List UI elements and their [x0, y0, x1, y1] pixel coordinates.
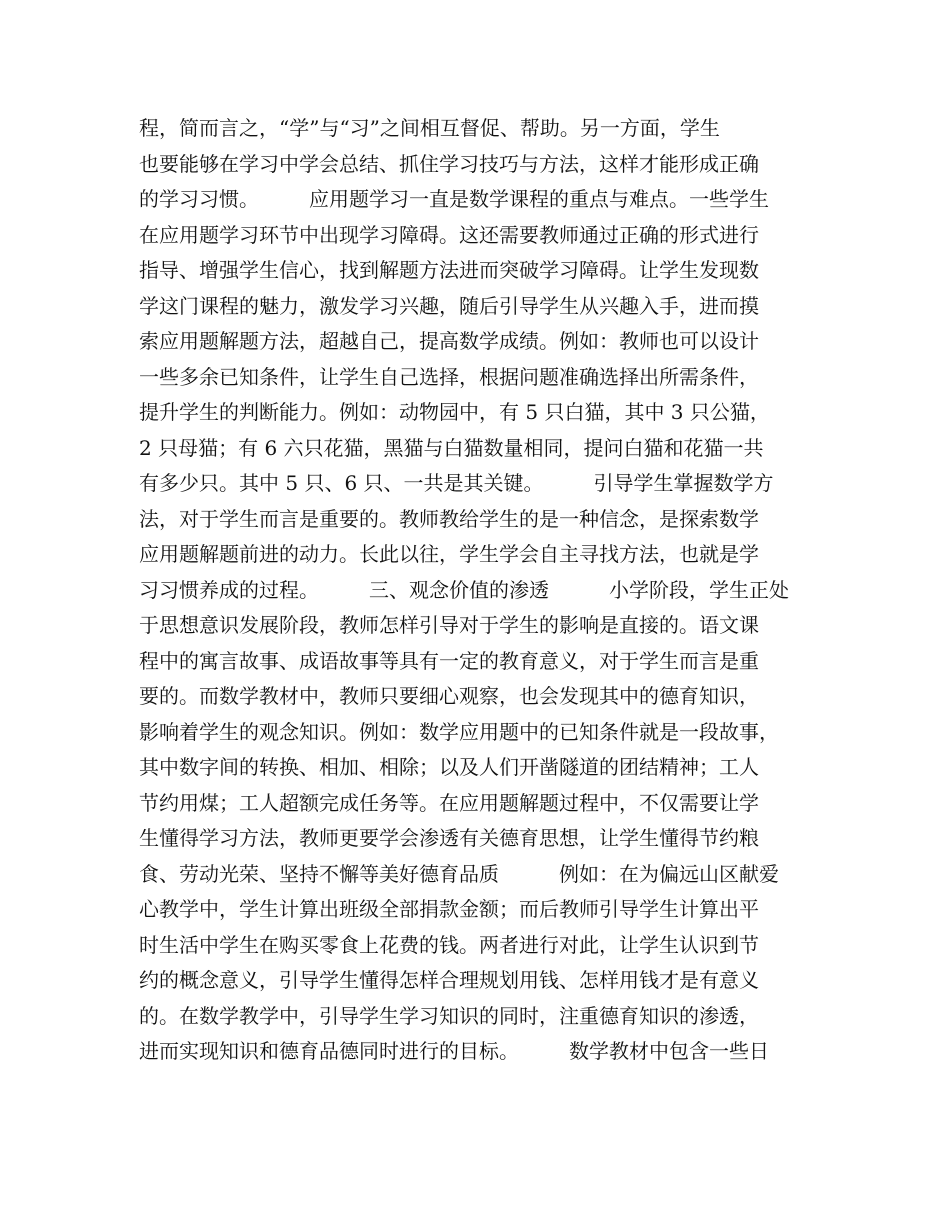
text-line: 索应用题解题方法，超越自己，提高数学成绩。例如：教师也可以设计	[139, 329, 759, 353]
text-line: 的。在数学教学中，引导学生学习知识的同时，注重德育知识的渗透，	[139, 1003, 759, 1028]
text-line: 约的概念意义，引导学生懂得怎样合理规划用钱、怎样用钱才是有意义	[139, 968, 759, 992]
text-line: 一些多余已知条件，让学生自己选择，根据问题准确选择出所需条件，	[139, 364, 759, 389]
text-line: 法，对于学生而言是重要的。教师教给学生的是一种信念，是探索数学	[139, 506, 759, 531]
text-line: 生懂得学习方法，教师更要学会渗透有关德育思想，让学生懂得节约粮	[139, 826, 759, 850]
text-line: 程，简而言之，“学”与“习”之间相互督促、帮助。另一方面，学生	[139, 116, 720, 140]
text-line: 影响着学生的观念知识。例如：数学应用题中的已知条件就是一段故事，	[139, 719, 779, 744]
text-line: 进而实现知识和德育品德同时进行的目标。 数学教材中包含一些日	[139, 1039, 769, 1063]
text-line: 应用题解题前进的动力。长此以往，学生学会自主寻找方法，也就是学	[139, 542, 759, 566]
text-line: 提升学生的判断能力。例如：动物园中，有 5 只白猫，其中 3 只公猫，	[139, 400, 770, 424]
text-line: 在应用题学习环节中出现学习障碍。这还需要教师通过正确的形式进行	[139, 222, 759, 247]
text-line: 有多少只。其中 5 只、6 只、一共是其关键。 引导学生掌握数学方	[139, 471, 774, 495]
text-line: 的学习习惯。 应用题学习一直是数学课程的重点与难点。一些学生	[139, 187, 769, 211]
text-line: 节约用煤；工人超额完成任务等。在应用题解题过程中，不仅需要让学	[139, 790, 759, 815]
text-line: 于思想意识发展阶段，教师怎样引导对于学生的影响是直接的。语文课	[139, 613, 759, 637]
text-line: 指导、增强学生信心，找到解题方法进而突破学习障碍。让学生发现数	[139, 258, 759, 282]
text-line: 学这门课程的魅力，激发学习兴趣，随后引导学生从兴趣入手，进而摸	[139, 293, 759, 318]
text-line: 时生活中学生在购买零食上花费的钱。两者进行对此，让学生认识到节	[139, 932, 759, 957]
text-line: 2 只母猫；有 6 六只花猫，黑猫与白猫数量相同，提问白猫和花猫一共	[139, 435, 764, 460]
body-text	[139, 111, 839, 1070]
text-line: 也要能够在学习中学会总结、抓住学习技巧与方法，这样才能形成正确	[139, 151, 759, 176]
text-line: 要的。而数学教材中，教师只要细心观察，也会发现其中的德育知识，	[139, 684, 759, 708]
text-line: 程中的寓言故事、成语故事等具有一定的教育意义，对于学生而言是重	[139, 648, 759, 673]
text-line: 心教学中，学生计算出班级全部捐款金额；而后教师引导学生计算出平	[139, 897, 759, 921]
text-line: 其中数字间的转换、相加、相除；以及人们开凿隧道的团结精神；工人	[139, 755, 759, 779]
text-line: 习习惯养成的过程。 三、观念价值的渗透 小学阶段，学生正处	[139, 577, 789, 602]
text-line: 食、劳动光荣、坚持不懈等美好德育品质 例如：在为偏远山区献爱	[139, 861, 779, 886]
